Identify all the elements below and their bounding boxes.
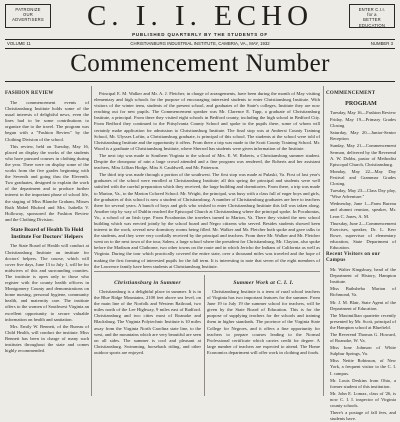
- article-paragraph: The State Board of Health will conduct at Christiansburg Institute an institute for doctors' helpers. The course, which will cover five days, June 13 to July 1, will be for midwives of this and surrounding counties. The institute is open only to those who register with the county health officers in Montgomery County and demonstrations on home nursing, personal hygiene, community health, and maternity care. The institute offers to the women of Southwest Virginia an excellent opportunity to secure valuable information on health and sanitation.: [5, 243, 89, 322]
- section-divider: [94, 271, 320, 272]
- visitor-item: Miss Ione Johnson of White Sulphur Springs, Va.: [330, 345, 396, 357]
- publisher-line: CHRISTIANBURG INDUSTRIAL INSTITUTE, CAMBRIA, VA., MAY, 1932: [130, 41, 270, 46]
- visitor-item: Mr. John E. Lomax, class of '26, is now C. I. I. inspector of Virginia county schools.: [330, 390, 396, 409]
- article-paragraph: Christiansburg Institute is a term of rural school teachers of Virginia has two important features for the summer. From June 19 to July 19 the summer school for teachers, will be given by the State Board of Education. This is for the purpose of supplying teachers for the schools and training them in higher standards. The province of the Virginia State College for Negroes, and it offers a fine opportunity for teachers to prepare courses leading to the Normal Professional certificate which carries credit for degree. A large number of teachers are expected to attend. The Home Economics department will offer work in clothing and foods.: [207, 289, 320, 355]
- visitor-item: Miss Nettie Robinson, of New York, a frequent visitor to the C. I. I. campus.: [330, 358, 396, 376]
- dateline: [5, 41, 395, 47]
- visitor-item: The Reverend Thomas G. Howard, of Roanoke, W. Va.: [330, 332, 396, 344]
- article-paragraph: The commencement events of Christiansburg Institute holds some of the usual interests of delightful news, even the lines had to be some contributions to organize due to the travel. The program was begun with a "Fashion Review" by the Clothing Division of the school.: [5, 100, 89, 142]
- right-box-line-1: ENTER C.I.I.: [358, 7, 386, 12]
- masthead-rule-top: [5, 39, 395, 40]
- number-label: NUMBER 3: [370, 41, 393, 46]
- program-item: Sunday, May 21—Commencement Sermon, delivered by the Reverend A. W. Dobbs, pastor of Methodist Episcopal Church, Christiansburg.: [330, 143, 396, 167]
- column-divider: [91, 86, 92, 396]
- christiansburg-summer-column: [94, 279, 201, 395]
- newspaper-title: C. I. I. ECHO: [86, 0, 314, 32]
- article-paragraph: Mrs. Emily W. Bennett, of the Bureau of Child Health, will conduct the institute. Miss Bennett has been in charge of many such institutes throughout the state and comes highly recommended.: [5, 323, 89, 354]
- christiansburg-summer-heading: Christiansburg in Summer: [114, 280, 181, 286]
- left-box-line-1: PATRONIZE: [15, 7, 41, 12]
- article-paragraph: The third trip was made through a portion of the southwest. The first stop was made at Pulaski, Va. First of last year's graduates of the school were enrolled at Christiansburg Institute; all this spring the principal and students were well satisfied with the careful preparation which they received, the large building and dormitories. From there, a trip was made to Marion, Va., to the Marion Colored School. Mr. Wright, the principal, was busy with a class full of eager boys and girls, the graduates of this school is now a student of Christiansburg. A number of Christiansburg graduates are here to teachers there for several years. A bunch of boys and girls who wished to enter Christiansburg Institute this fall was taken along. Another trip by way of Dublin reached the Episcopal Church at Christiansburg where the principal spoke. In Pocahontas, Va., a school of an Irish type. From Pocahontas the travelers turned to Marion, Va. There they visited the new school building which was erected jointly by the school board and Negro citizens who served. Besides students showed keen interest in the work, several new dormitory rooms being filled. Mr. Walker and Mr. Fletcher both spoke and gave talks to the students, and they were very cordially received by the principal and teachers. From there Mr. Walker and Mr. Fletcher went on to the next town of the tour, Salem, a large school where the president for Christiansburg, Mr. Clayton, also spoke before the Madison and Claiborne, two other towns on the route and in which Jericho the Indians of California as well as Virginia. During the tour which practically covered the entire state, over a thousand miles was traveled and the hope of making the first forming of interested pupils for the fall term. It is interesting to note that seven of the eight members of the Lawrence family have been students at Christiansburg Institute.: [94, 172, 320, 269]
- recent-visitors-heading: Recent Visitors on our Campus: [326, 252, 381, 264]
- volume-label: VOLUME 11: [7, 41, 31, 46]
- program-item: Friday, May 19—Primary Grades Closing: [330, 117, 396, 129]
- recruiting-tour-article: [94, 91, 320, 267]
- program-item: Monday, May 22—May Day Festival and Grammar Grades Closing.: [330, 168, 396, 187]
- page-headline: Commencement Number: [70, 50, 330, 77]
- article-paragraph: Christiansburg is a delightful place in summer. It is in the Blue Ridge Mountains, 2100 feet above sea level, on the main line of the Norfolk and Western Railroad, two miles north of the Lee Highway, 9 miles east of Radford. Christiansburg and two cities most of Roanoke and Blacksburg. The Virginia Polytechnic Institute is 10 miles away from the Virginia North Carolina state line, to the west, and the mountains which are very beautiful are seen on all sides. The summer is cool and pleasant at Christiansburg. Swimming, horseback riding, and other outdoor sports are enjoyed.: [94, 289, 201, 355]
- visitor-item: The Maximillian quartette recently presented by Mr. Scott, principal of the Hampton school at Bluefield.: [330, 312, 396, 330]
- program-heading: PROGRAM: [345, 101, 377, 107]
- enter-cii-box: [349, 4, 395, 28]
- article-paragraph: Principal E. M. Walker and Mr. A. J. Fletcher, in charge of arrangements, have been during the month of May visiting elementary and high schools for the purpose of encouraging interested students to enter Christiansburg Institute. With visitors of the winter term, students of the present school, and graduates of the State's colleges, Institute they are now reaching out for new pupils. The Commencement speaker was Mr. Clarence E. Tapp, a graduate of Christiansburg Institute, a principal. From there they visited eight schools in Bedford county, including the high school in Bedford City. From Bedford they continued to the Pittsylvania County School and spoke to the pupils there, some of whom will certainly make application for admission to Christiansburg Institute. The final stop was at Amherst County Training School, Mr. Ulysses Loftin, a Christiansburg graduate, is principal of this school. The students at the school were told of Christiansburg Institute and the opportunity it offers. From there a trip was made to the Scott County Training School. Mr. Wood is a graduate of Christiansburg Institute, where Sherrod has students were given information of the Institute.: [94, 91, 320, 151]
- visitor-item: There's a postage of fall fees, and students have.: [330, 410, 396, 422]
- masthead-rule-bottom: [5, 48, 395, 49]
- program-item: Tuesday, May 16—Fashion Review: [330, 110, 396, 115]
- headline-rule: [5, 81, 395, 82]
- program-item: Wednesday, June 1—Farm Bureau and alumni reunion, speaker, Mr. Leon C. Jones, A. M.: [330, 201, 396, 219]
- program-item: Thursday, June 2—Commencement Exercises, speaker, Dr. L. Kerr Rowe, supervisor of elementary education, State Department of Education.: [330, 220, 396, 250]
- commencement-heading: COMMENCEMENT: [326, 91, 376, 96]
- visitor-item: Mr. Louis Deskins from Ohio, a former student of this institution.: [330, 377, 396, 389]
- article-paragraph: The next trip was made to Southern Virginia to the school of Mrs. E. W. Roberts, a Christiansburg summer student. Despite the downpour of rain a large crowd attended and a fine program was rendered, the Roberts and her assistant teachers, Miss Lillian Hodge, Miss S. Cauldwell, and Mr. Patterson.: [94, 152, 320, 171]
- visitor-item: Mr. J. M. Blair, State Agent of the Department of Education.: [330, 299, 396, 311]
- summer-work-heading: Summer Work at C. I. I.: [233, 280, 294, 286]
- masthead-subtitle: PUBLISHED QUARTERLY BY THE STUDENTS OF: [132, 32, 268, 37]
- commencement-program-column: [326, 90, 396, 422]
- left-box-line-3: ADVERTISERS: [12, 17, 44, 23]
- right-box-line-2: for a: [367, 12, 377, 18]
- summer-work-column: [207, 279, 320, 395]
- fashion-review-heading: FASHION REVIEW: [5, 91, 54, 96]
- fashion-review-column: [5, 90, 89, 395]
- visitor-item: Miss Bathsheba Marion of Richmond, Va.: [330, 286, 396, 298]
- column-divider: [323, 86, 324, 396]
- program-item: Tuesday, May 23—Class Day play, "Wise Adventure.": [330, 188, 396, 200]
- column-divider: [204, 275, 205, 396]
- health-institute-heading: State Board of Health To Hold Institute For Doctors' Helpers: [10, 226, 84, 240]
- left-box-line-2: OUR: [23, 12, 33, 18]
- program-item: Saturday, May 20—Junior-Senior Reception: [330, 130, 396, 142]
- article-paragraph: This review, held on Tuesday, May 16, placed on display the works of the students who have pursued courses in clothing during the year. There were on display some of the works from the five grades beginning with the Seventh and going thru the Eleventh. Two graduates, designed to explain the work of the department and to produce further interest in the important phase of school life, the staging of Miss Blanche Graham, Misses Ruth Mabel Bluford and Mrs. Isabella V. Holloway, sponsored the Fashion Review and the Clothing Division.: [5, 143, 89, 222]
- visitor-item: Mr. Walter Kingsbury, head of the Department of History, Hampton Institute.: [330, 267, 396, 285]
- right-box-line-3: BETTER EDUCATION: [358, 17, 386, 28]
